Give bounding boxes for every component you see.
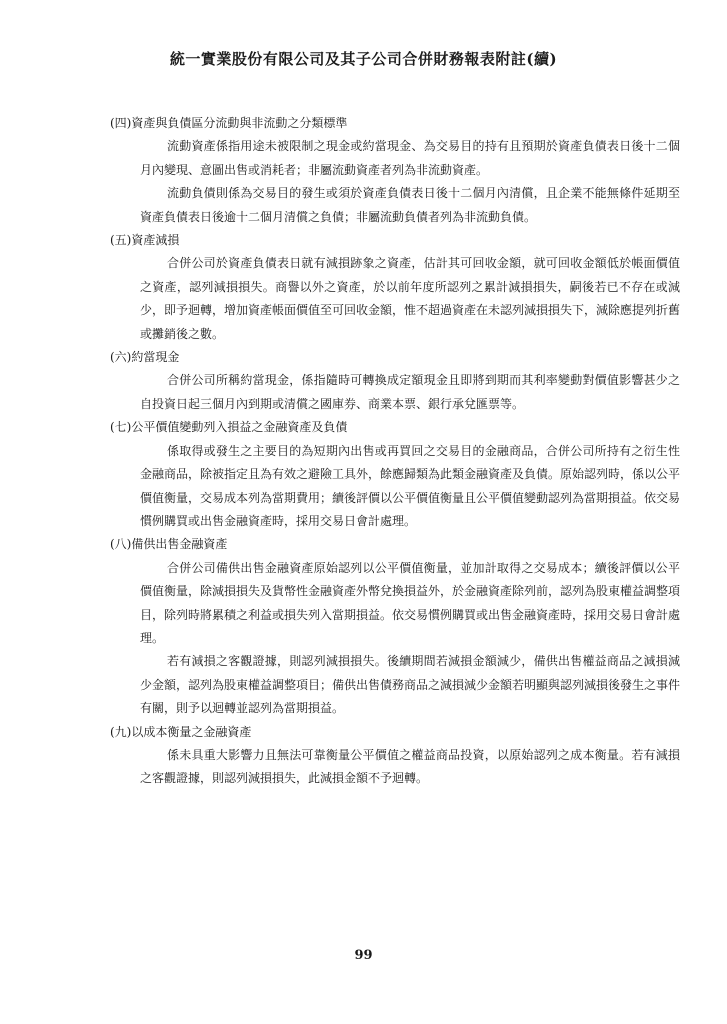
section-paragraph: 合併公司於資產負債表日就有減損跡象之資產，估計其可回收金額，就可回收金額低於帳面價值之資產，認列減損損失。商譽以外之資產，於以前年度所認列之累計減損損失，嗣後若已不存在或減少，即予迴轉，增加資產帳面價值至可回收金額，惟不超過資產在未認列減損損失下，減除應提列折舊或攤銷後之數。 bbox=[140, 256, 681, 341]
page-title: 統一實業股份有限公司及其子公司合併財務報表附註(續) bbox=[169, 50, 558, 68]
section-heading: (七)公平價值變動列入損益之金融資產及負債 bbox=[110, 420, 348, 435]
section-fvtpl-financial-assets bbox=[110, 416, 680, 533]
page-number: 99 bbox=[354, 948, 373, 963]
section-heading: (四)資產與負債區分流動與非流動之分類標準 bbox=[110, 116, 348, 130]
section-cost-measured-assets bbox=[110, 721, 680, 791]
section-cash-equivalents bbox=[110, 346, 680, 416]
section-paragraph: 合併公司所稱約當現金，係指隨時可轉換成定額現金且即將到期而其利率變動對價值影響甚少之自投資日起三個月內到期或清償之國庫券、商業本票、銀行承兌匯票等。 bbox=[140, 373, 680, 411]
section-heading: (六)約當現金 bbox=[110, 350, 180, 365]
section-classification-criteria bbox=[110, 112, 680, 229]
section-paragraph: 若有減損之客觀證據，則認列減損損失。後續期間若減損金額減少，備供出售權益商品之減損減少金額，認列為股東權益調整項目；備供出售債務商品之減損減少金額若明顯與認列減損後發生之事件有關，則予以迴轉並認列為當期損益。 bbox=[140, 654, 681, 716]
notes-body bbox=[110, 112, 680, 791]
section-heading: (八)備供出售金融資產 bbox=[110, 537, 228, 552]
section-heading: (五)資產減損 bbox=[110, 233, 180, 248]
section-paragraph: 流動資產係指用途未被限制之現金或約當現金、為交易目的持有且預期於資產負債表日後十二個月內變現、意圖出售或消耗者；非屬流動資產者列為非流動資產。 bbox=[140, 139, 680, 177]
section-heading: (九)以成本衡量之金融資產 bbox=[110, 724, 252, 739]
section-paragraph: 係未具重大影響力且無法可靠衡量公平價值之權益商品投資，以原始認列之成本衡量。若有減損之客觀證據，則認列減損損失，此減損金額不予迴轉。 bbox=[140, 747, 680, 786]
section-paragraph: 係取得或發生之主要目的為短期內出售或再買回之交易目的金融商品，合併公司所持有之衍生性金融商品，除被指定且為有效之避險工具外，餘應歸類為此類金融資產及負債。原始認列時，係以公平價值衡量，交易成本列為當期費用；續後評價以公平價值衡量且公平價值變動認列為當期損益。依交易慣例購買或出售金融資產時，採用交易日會計處理。 bbox=[140, 443, 681, 528]
section-paragraph: 流動負債則係為交易目的發生或須於資產負債表日後十二個月內清償，且企業不能無條件延期至資產負債表日後逾十二個月清償之負債；非屬流動負債者列為非流動負債。 bbox=[140, 186, 680, 224]
section-asset-impairment bbox=[110, 229, 680, 346]
section-paragraph: 合併公司備供出售金融資產原始認列以公平價值衡量，並加計取得之交易成本；續後評價以公平價值衡量，除減損損失及貨幣性金融資產外幣兌換損益外，於金融資產除列前，認列為股東權益調整項目，除列時將累積之利益或損失列入當期損益。依交易慣例購買或出售金融資產時，採用交易日會計處理。 bbox=[140, 560, 681, 645]
section-available-for-sale bbox=[110, 533, 680, 720]
